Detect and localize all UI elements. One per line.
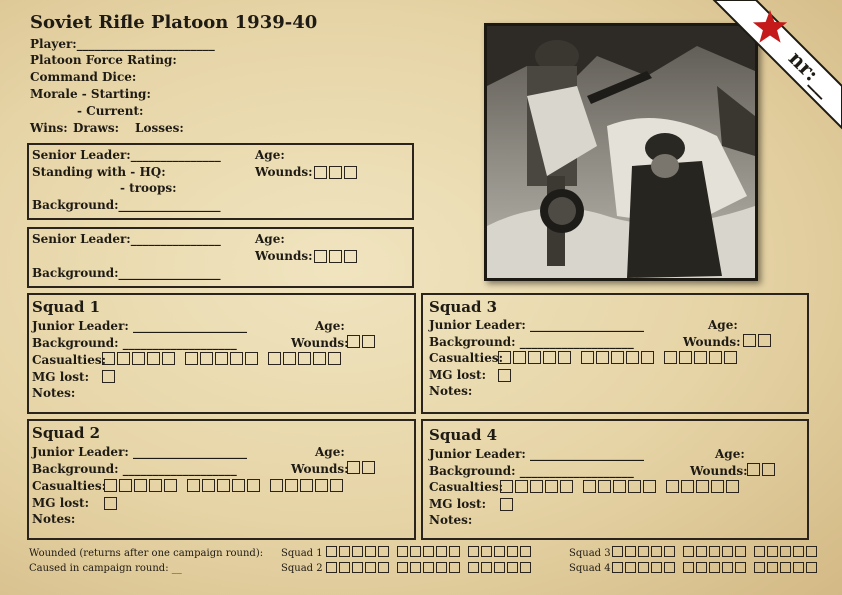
wound-checkbox[interactable] — [758, 334, 771, 347]
wounded-checkbox[interactable] — [625, 562, 636, 573]
squad-3-age[interactable]: Age: — [708, 318, 738, 332]
casualty-checkbox[interactable] — [528, 351, 541, 364]
wound-checkbox[interactable] — [329, 166, 342, 179]
casualty-checkbox[interactable] — [643, 480, 656, 493]
wound-checkbox[interactable] — [329, 250, 342, 263]
wounded-checkbox[interactable] — [339, 562, 350, 573]
wounded-checkbox[interactable] — [520, 546, 531, 557]
casualty-checkbox[interactable] — [270, 479, 283, 492]
wounded-checkbox[interactable] — [436, 562, 447, 573]
wounded-checkbox[interactable] — [754, 562, 765, 573]
squad-1-title: Squad 1 — [32, 298, 101, 316]
squad-1-wounds-label: Wounds: — [291, 336, 349, 350]
casualty-checkbox[interactable] — [558, 351, 571, 364]
casualty-checkbox[interactable] — [560, 480, 573, 493]
corner-ribbon — [700, 0, 842, 142]
wounded-checkbox[interactable] — [507, 562, 518, 573]
wounded-checkbox[interactable] — [806, 562, 817, 573]
wound-checkbox[interactable] — [344, 250, 357, 263]
wounded-checkbox[interactable] — [410, 546, 421, 557]
wounded-checkbox[interactable] — [481, 562, 492, 573]
squad-4-box — [421, 419, 809, 540]
squad-2-wounds-boxes — [347, 460, 377, 474]
casualty-checkbox[interactable] — [245, 352, 258, 365]
casualty-checkbox[interactable] — [185, 352, 198, 365]
wound-checkbox[interactable] — [743, 334, 756, 347]
wounded-checkbox[interactable] — [326, 562, 337, 573]
wounded-checkbox[interactable] — [449, 562, 460, 573]
wounded-checkbox[interactable] — [397, 546, 408, 557]
wounded-checkbox[interactable] — [449, 546, 460, 557]
wounded-checkbox[interactable] — [339, 546, 350, 557]
casualty-checkbox[interactable] — [664, 351, 677, 364]
senior-leader-2-age[interactable]: Age: — [255, 232, 285, 246]
casualty-checkbox[interactable] — [268, 352, 281, 365]
mg-lost-checkbox[interactable] — [500, 498, 513, 511]
wounded-checkbox[interactable] — [481, 546, 492, 557]
wound-checkbox[interactable] — [347, 335, 360, 348]
wounded-checkbox[interactable] — [696, 546, 707, 557]
squad-3-casualties-label: Casualties: — [429, 351, 504, 365]
footer-squad-1-boxes — [326, 546, 539, 557]
wounded-checkbox[interactable] — [683, 562, 694, 573]
wounded-checkbox[interactable] — [638, 546, 649, 557]
casualty-checkbox[interactable] — [187, 479, 200, 492]
squad-2-notes[interactable]: Notes: — [32, 512, 76, 526]
footer-squad-4-label: Squad 4 — [569, 563, 611, 574]
draws-field[interactable]: Draws: — [73, 121, 120, 135]
senior-leader-2-wounds-boxes — [314, 249, 359, 263]
footer-squad-3-boxes — [612, 546, 819, 557]
caused-note[interactable]: Caused in campaign round: __ — [29, 563, 182, 574]
wounded-checkbox[interactable] — [326, 546, 337, 557]
senior-leader-1-standing-troops[interactable]: - troops: — [120, 181, 177, 195]
squad-3-notes[interactable]: Notes: — [429, 384, 473, 398]
senior-leader-1-name[interactable]: Senior Leader:_______________ — [32, 148, 221, 162]
casualty-checkbox[interactable] — [545, 480, 558, 493]
squad-2-age[interactable]: Age: — [315, 445, 345, 459]
squad-2-wounds-label: Wounds: — [291, 462, 349, 476]
wounded-checkbox[interactable] — [520, 562, 531, 573]
squad-3-mg-lost-label: MG lost: — [429, 368, 486, 382]
squad-3-background[interactable]: Background: ___________________ — [429, 335, 634, 349]
wounded-checkbox[interactable] — [735, 546, 746, 557]
wounded-checkbox[interactable] — [397, 562, 408, 573]
casualty-checkbox[interactable] — [681, 480, 694, 493]
wounded-checkbox[interactable] — [664, 546, 675, 557]
squad-1-wounds-boxes — [347, 334, 377, 348]
squad-2-casualty-boxes — [104, 478, 353, 492]
casualty-checkbox[interactable] — [230, 352, 243, 365]
footer-squad-4-boxes — [612, 562, 819, 573]
senior-leader-1-wounds-label: Wounds: — [255, 165, 313, 179]
casualty-checkbox[interactable] — [102, 352, 115, 365]
wounded-note: Wounded (returns after one campaign round): — [29, 548, 264, 559]
page-title: Soviet Rifle Platoon 1939-40 — [30, 12, 318, 33]
wounded-checkbox[interactable] — [664, 562, 675, 573]
squad-1-age[interactable]: Age: — [315, 319, 345, 333]
wounded-checkbox[interactable] — [423, 562, 434, 573]
casualty-checkbox[interactable] — [628, 480, 641, 493]
squad-3-junior-leader[interactable]: Junior Leader: ___________________ — [429, 318, 644, 332]
casualty-checkbox[interactable] — [283, 352, 296, 365]
wounded-checkbox[interactable] — [709, 562, 720, 573]
footer-squad-2-boxes — [326, 562, 539, 573]
wounded-checkbox[interactable] — [793, 546, 804, 557]
wounded-checkbox[interactable] — [722, 562, 733, 573]
casualty-checkbox[interactable] — [119, 479, 132, 492]
wounded-checkbox[interactable] — [352, 546, 363, 557]
wounded-checkbox[interactable] — [612, 546, 623, 557]
casualty-checkbox[interactable] — [711, 480, 724, 493]
casualty-checkbox[interactable] — [696, 480, 709, 493]
senior-leader-2-box — [27, 227, 414, 288]
wounded-checkbox[interactable] — [793, 562, 804, 573]
wound-checkbox[interactable] — [347, 461, 360, 474]
senior-leader-1-age[interactable]: Age: — [255, 148, 285, 162]
casualty-checkbox[interactable] — [298, 352, 311, 365]
morale-starting-field[interactable]: Morale - Starting: — [30, 87, 151, 101]
losses-field[interactable]: Losses: — [135, 121, 184, 135]
casualty-checkbox[interactable] — [162, 352, 175, 365]
squad-2-casualties-label: Casualties: — [32, 479, 107, 493]
wounded-checkbox[interactable] — [468, 546, 479, 557]
wounded-checkbox[interactable] — [767, 546, 778, 557]
wound-checkbox[interactable] — [314, 250, 327, 263]
squad-3-wounds-boxes — [743, 333, 773, 347]
wounded-checkbox[interactable] — [378, 546, 389, 557]
casualty-checkbox[interactable] — [530, 480, 543, 493]
squad-2-mg-lost-box — [104, 496, 119, 510]
wounded-checkbox[interactable] — [468, 562, 479, 573]
casualty-checkbox[interactable] — [202, 479, 215, 492]
wounded-checkbox[interactable] — [780, 562, 791, 573]
wound-checkbox[interactable] — [362, 335, 375, 348]
casualty-checkbox[interactable] — [724, 351, 737, 364]
mg-lost-checkbox[interactable] — [498, 369, 511, 382]
casualty-checkbox[interactable] — [200, 352, 213, 365]
casualty-checkbox[interactable] — [247, 479, 260, 492]
squad-4-casualty-boxes — [500, 479, 749, 493]
footer-squad-3-label: Squad 3 — [569, 548, 611, 559]
casualty-checkbox[interactable] — [679, 351, 692, 364]
casualty-checkbox[interactable] — [543, 351, 556, 364]
mg-lost-checkbox[interactable] — [102, 370, 115, 383]
wound-checkbox[interactable] — [747, 463, 760, 476]
squad-1-casualty-boxes — [102, 351, 351, 365]
casualty-checkbox[interactable] — [328, 352, 341, 365]
casualty-checkbox[interactable] — [611, 351, 624, 364]
casualty-checkbox[interactable] — [666, 480, 679, 493]
wounded-checkbox[interactable] — [638, 562, 649, 573]
wounded-checkbox[interactable] — [365, 546, 376, 557]
footer-squad-2-label: Squad 2 — [281, 563, 323, 574]
squad-3-title: Squad 3 — [429, 298, 498, 316]
senior-leader-1-background[interactable]: Background:_________________ — [32, 198, 221, 212]
nr-label[interactable]: nr:__ — [783, 46, 838, 101]
casualty-checkbox[interactable] — [132, 352, 145, 365]
casualty-checkbox[interactable] — [626, 351, 639, 364]
casualty-checkbox[interactable] — [613, 480, 626, 493]
casualty-checkbox[interactable] — [232, 479, 245, 492]
squad-4-notes[interactable]: Notes: — [429, 513, 473, 527]
senior-leader-1-standing-hq[interactable]: Standing with - HQ: — [32, 165, 166, 179]
wound-checkbox[interactable] — [314, 166, 327, 179]
casualty-checkbox[interactable] — [117, 352, 130, 365]
senior-leader-1-wounds-boxes — [314, 165, 359, 179]
squad-1-background[interactable]: Background: ___________________ — [32, 336, 237, 350]
squad-1-mg-lost-label: MG lost: — [32, 370, 89, 384]
squad-1-mg-lost-box — [102, 369, 117, 383]
wounded-checkbox[interactable] — [709, 546, 720, 557]
squad-4-wounds-label: Wounds: — [690, 464, 748, 478]
casualty-checkbox[interactable] — [500, 480, 513, 493]
casualty-checkbox[interactable] — [164, 479, 177, 492]
casualty-checkbox[interactable] — [583, 480, 596, 493]
footer-squad-1-label: Squad 1 — [281, 548, 323, 559]
casualty-checkbox[interactable] — [315, 479, 328, 492]
squad-2-background[interactable]: Background: ___________________ — [32, 462, 237, 476]
casualty-checkbox[interactable] — [596, 351, 609, 364]
wounded-checkbox[interactable] — [735, 562, 746, 573]
wounded-checkbox[interactable] — [494, 562, 505, 573]
casualty-checkbox[interactable] — [330, 479, 343, 492]
squad-1-junior-leader[interactable]: Junior Leader: ___________________ — [32, 319, 247, 333]
squad-4-junior-leader[interactable]: Junior Leader: ___________________ — [429, 447, 644, 461]
wounded-checkbox[interactable] — [494, 546, 505, 557]
squad-4-mg-lost-label: MG lost: — [429, 497, 486, 511]
wounded-checkbox[interactable] — [767, 562, 778, 573]
casualty-checkbox[interactable] — [513, 351, 526, 364]
casualty-checkbox[interactable] — [498, 351, 511, 364]
wound-checkbox[interactable] — [362, 461, 375, 474]
mg-lost-checkbox[interactable] — [104, 497, 117, 510]
casualty-checkbox[interactable] — [581, 351, 594, 364]
wounded-checkbox[interactable] — [365, 562, 376, 573]
wounded-checkbox[interactable] — [625, 546, 636, 557]
wounded-checkbox[interactable] — [683, 546, 694, 557]
force-rating-field[interactable]: Platoon Force Rating: — [30, 53, 177, 67]
casualty-checkbox[interactable] — [694, 351, 707, 364]
morale-current-field[interactable]: - Current: — [77, 104, 144, 118]
casualty-checkbox[interactable] — [285, 479, 298, 492]
squad-3-box — [421, 293, 809, 414]
wounded-checkbox[interactable] — [696, 562, 707, 573]
casualty-checkbox[interactable] — [641, 351, 654, 364]
wound-checkbox[interactable] — [762, 463, 775, 476]
squad-1-box — [27, 293, 416, 414]
casualty-checkbox[interactable] — [149, 479, 162, 492]
casualty-checkbox[interactable] — [515, 480, 528, 493]
wounded-checkbox[interactable] — [352, 562, 363, 573]
senior-leader-1-box — [27, 143, 414, 220]
wounded-checkbox[interactable] — [806, 546, 817, 557]
squad-4-background[interactable]: Background: ___________________ — [429, 464, 634, 478]
squad-4-age[interactable]: Age: — [715, 447, 745, 461]
casualty-checkbox[interactable] — [313, 352, 326, 365]
squad-4-casualties-label: Casualties: — [429, 480, 504, 494]
squad-2-junior-leader[interactable]: Junior Leader: ___________________ — [32, 445, 247, 459]
casualty-checkbox[interactable] — [217, 479, 230, 492]
wounded-checkbox[interactable] — [780, 546, 791, 557]
squad-3-mg-lost-box — [498, 368, 513, 382]
casualty-checkbox[interactable] — [215, 352, 228, 365]
squad-3-casualty-boxes — [498, 350, 747, 364]
squad-2-box — [27, 419, 416, 540]
wounded-checkbox[interactable] — [754, 546, 765, 557]
squad-2-title: Squad 2 — [32, 424, 101, 442]
squad-1-casualties-label: Casualties: — [32, 353, 107, 367]
wounded-checkbox[interactable] — [612, 562, 623, 573]
casualty-checkbox[interactable] — [300, 479, 313, 492]
wins-field[interactable]: Wins: — [30, 121, 68, 135]
casualty-checkbox[interactable] — [134, 479, 147, 492]
senior-leader-2-wounds-label: Wounds: — [255, 249, 313, 263]
casualty-checkbox[interactable] — [104, 479, 117, 492]
squad-2-mg-lost-label: MG lost: — [32, 496, 89, 510]
wounded-checkbox[interactable] — [423, 546, 434, 557]
squad-4-mg-lost-box — [500, 497, 515, 511]
senior-leader-2-name[interactable]: Senior Leader:_______________ — [32, 232, 221, 246]
casualty-checkbox[interactable] — [726, 480, 739, 493]
squad-4-title: Squad 4 — [429, 426, 498, 444]
wound-checkbox[interactable] — [344, 166, 357, 179]
wounded-checkbox[interactable] — [722, 546, 733, 557]
wounded-checkbox[interactable] — [378, 562, 389, 573]
squad-3-wounds-label: Wounds: — [683, 335, 741, 349]
wounded-checkbox[interactable] — [651, 562, 662, 573]
wounded-checkbox[interactable] — [651, 546, 662, 557]
casualty-checkbox[interactable] — [147, 352, 160, 365]
squad-4-wounds-boxes — [747, 462, 777, 476]
senior-leader-2-background[interactable]: Background:_________________ — [32, 266, 221, 280]
command-dice-field[interactable]: Command Dice: — [30, 70, 137, 84]
casualty-checkbox[interactable] — [709, 351, 722, 364]
casualty-checkbox[interactable] — [598, 480, 611, 493]
wounded-checkbox[interactable] — [436, 546, 447, 557]
wounded-checkbox[interactable] — [507, 546, 518, 557]
wounded-checkbox[interactable] — [410, 562, 421, 573]
player-field[interactable]: Player:_______________________ — [30, 37, 215, 51]
squad-1-notes[interactable]: Notes: — [32, 386, 76, 400]
